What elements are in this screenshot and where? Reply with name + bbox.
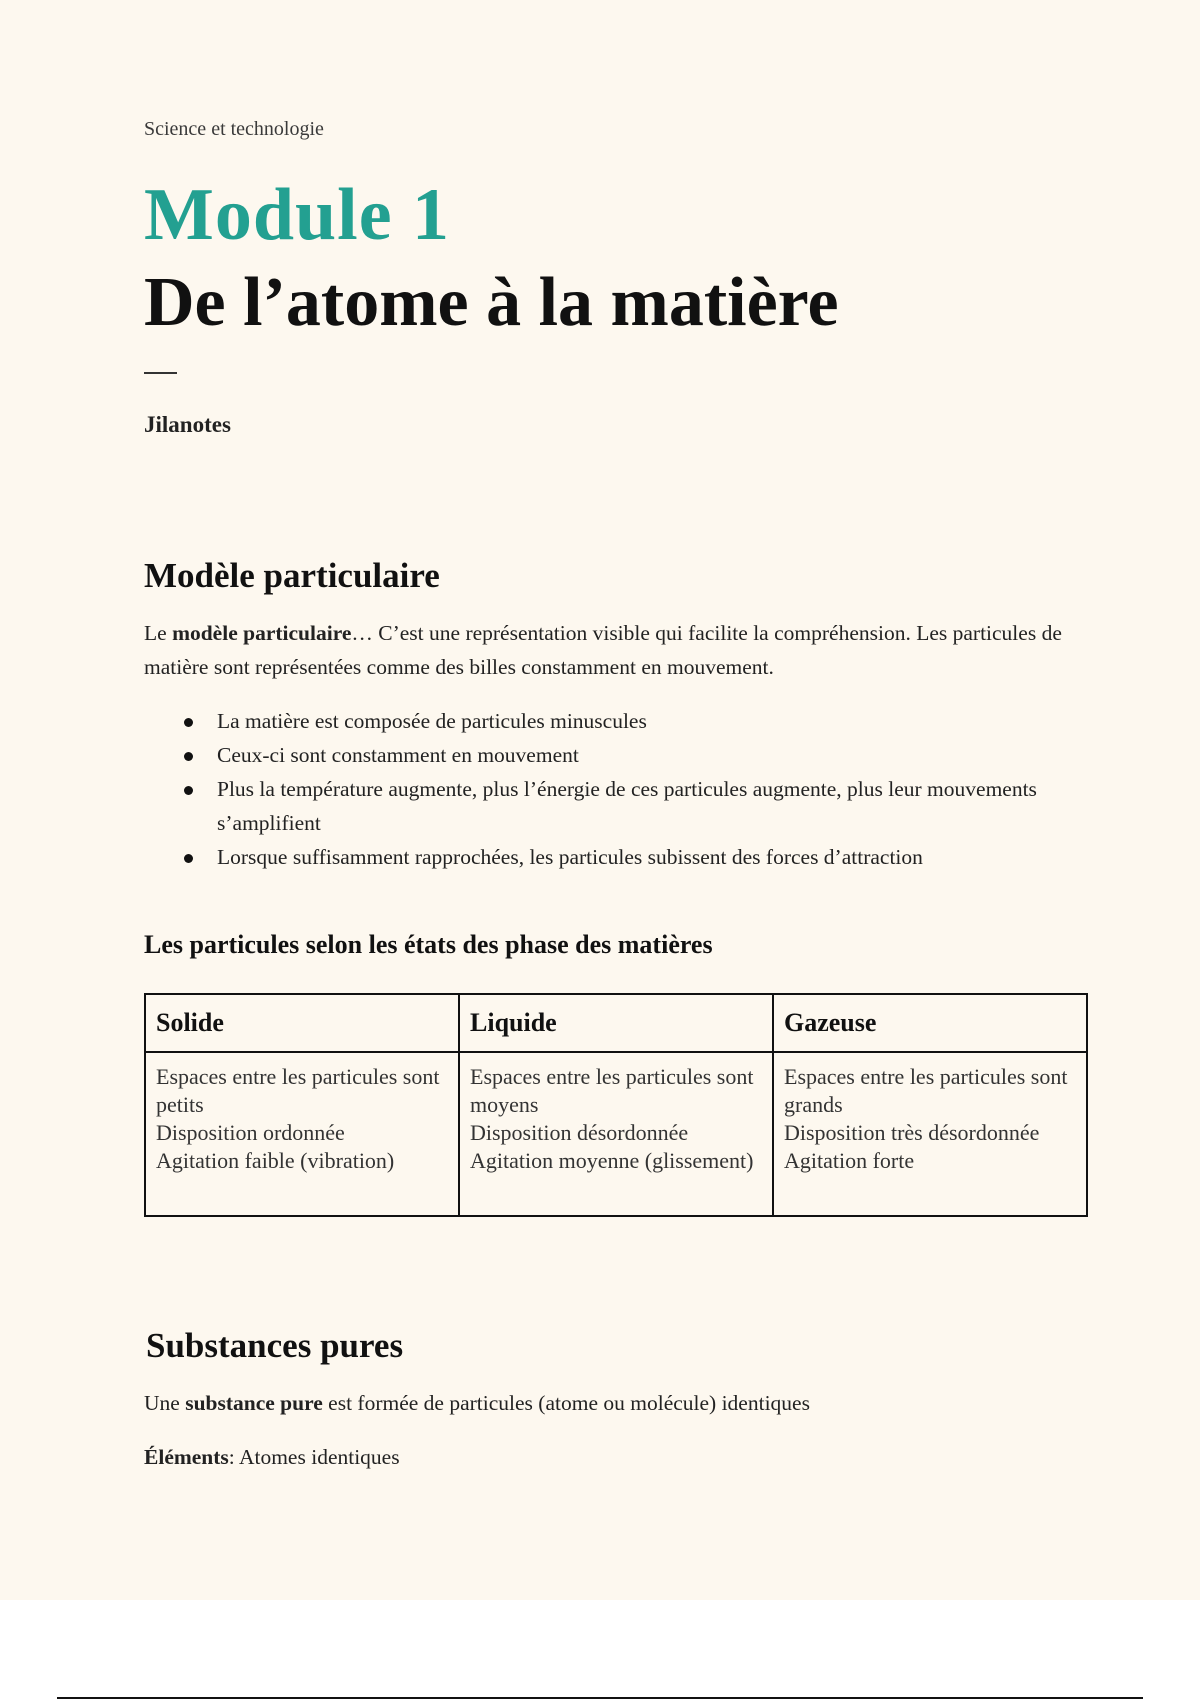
subject-label: Science et technologie [144,118,324,140]
def-bold-term: substance pure [185,1391,323,1415]
author-name: Jilanotes [144,412,231,437]
list-item: Plus la température augmente, plus l’énergie de ces particules augmente, plus leur mouvements s’amplifient [144,772,1084,840]
cell-gas [773,1052,1087,1216]
elements-definition [144,1440,1074,1474]
cell-solid [145,1052,459,1216]
cell-line: Disposition désordonnée [470,1120,689,1145]
cell-line: Disposition très désordonnée [784,1120,1040,1145]
table-title: Les particules selon les états des phase des matières [144,930,713,959]
cell-line: Agitation faible (vibration) [156,1148,395,1173]
header-liquid: Liquide [459,994,773,1052]
table-header-row [145,994,1087,1052]
list-item: Lorsque suffisamment rapprochées, les particules subissent des forces d’attraction [144,840,1084,874]
section-title-pure-substances: Substances pures [146,1326,404,1365]
section-title-particle-model: Modèle particulaire [144,556,440,595]
intro-prefix: Le [144,621,173,645]
particle-model-bullets [144,704,1084,874]
cell-line: Agitation moyenne (glissement) [470,1148,754,1173]
title-divider [144,372,177,374]
def-rest: est formée de particules (atome ou molécule) identiques [322,1391,810,1415]
list-item: Ceux-ci sont constamment en mouvement [144,738,1084,772]
cell-line: Agitation forte [784,1148,915,1173]
phase-states-table [144,993,1088,1217]
elements-rest: : Atomes identiques [228,1445,400,1469]
cell-line: Disposition ordonnée [156,1120,345,1145]
list-item: La matière est composée de particules minuscules [144,704,1084,738]
cell-line: Espaces entre les particules sont petits [156,1064,440,1117]
intro-bold-term: modèle particulaire [172,621,352,645]
intro-rest: … C’est une représentation visible qui facilite la compréhension. Les particules de matière sont représentées comme des billes constamment en mouvement. [144,621,1062,679]
cell-line: Espaces entre les particules sont grands [784,1064,1068,1117]
page-bottom-rule [57,1697,1143,1699]
def-prefix: Une [144,1391,186,1415]
pure-substance-definition [144,1386,1074,1420]
particle-model-intro [144,616,1074,684]
module-number: Module 1 [144,174,451,256]
header-gas: Gazeuse [773,994,1087,1052]
cell-liquid [459,1052,773,1216]
elements-bold-term: Éléments [144,1445,229,1469]
page-title: De l’atome à la matière [144,264,839,341]
cell-line: Espaces entre les particules sont moyens [470,1064,754,1117]
table-row [145,1052,1087,1216]
header-solid: Solide [145,994,459,1052]
